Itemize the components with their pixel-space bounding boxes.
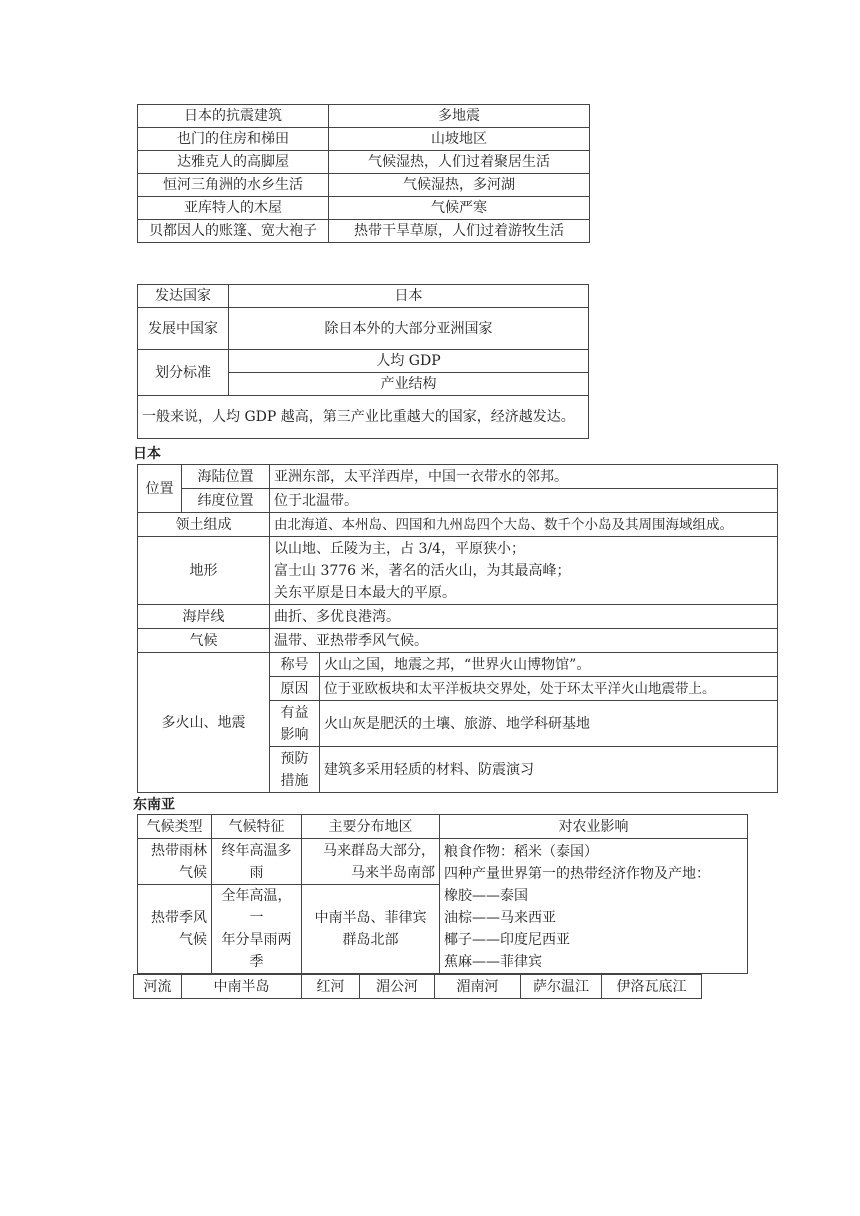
cause-label: 原因	[270, 677, 320, 701]
monsoon-area	[302, 885, 440, 974]
housing-reason: 山坡地区	[329, 128, 590, 151]
monsoon-feature-line: 全年高温，一	[221, 888, 292, 926]
terrain-line: 以山地、丘陵为主，占 3/4，平原狭小；	[274, 540, 525, 557]
monsoon-feature-line: 年分旱雨两	[221, 932, 292, 948]
housing-reason: 气候湿热，人们过着聚居生活	[329, 151, 590, 174]
benefit-label-line: 影响	[280, 726, 309, 743]
climate-label: 气候	[138, 629, 270, 653]
housing-reason: 多地震	[329, 105, 590, 128]
terrain-value	[270, 537, 778, 605]
rainforest-feature-line: 终年高温多	[221, 842, 292, 859]
agriculture-impact	[440, 839, 748, 974]
housing-name: 恒河三角洲的水乡生活	[138, 174, 329, 197]
developing-value: 除日本外的大部分亚洲国家	[229, 308, 589, 350]
rainforest-type-line: 热带雨林	[151, 842, 207, 859]
monsoon-area-line: 群岛北部	[342, 932, 399, 948]
housing-name: 也门的住房和梯田	[138, 128, 329, 151]
table-row	[138, 105, 590, 128]
japan-table	[137, 464, 778, 793]
agriculture-line: 四种产量世界第一的热带经济作物及产地：	[444, 866, 710, 882]
rainforest-area	[302, 839, 440, 885]
river-item: 红河	[302, 975, 360, 999]
table-row	[138, 128, 590, 151]
monsoon-type-line: 气候	[179, 932, 207, 948]
river-item: 伊洛瓦底江	[602, 975, 702, 999]
territory-label: 领土组成	[138, 513, 270, 537]
cause-value: 位于亚欧板块和太平洋板块交界处，处于环太平洋火山地震带上。	[320, 677, 778, 701]
table-row	[138, 220, 590, 243]
monsoon-feature-line: 季	[249, 954, 264, 970]
housing-reason: 热带干旱草原，人们过着游牧生活	[329, 220, 590, 243]
table-row	[138, 151, 590, 174]
prevention-value: 建筑多采用轻质的材料、防震演习	[320, 747, 778, 793]
sea-land-value: 亚洲东部，太平洋西岸，中国一衣带水的邻邦。	[270, 465, 778, 489]
terrain-line: 富士山 3776 米，著名的活火山，为其最高峰；	[274, 562, 571, 579]
terrain-label: 地形	[138, 537, 270, 605]
coast-value: 曲折、多优良港湾。	[270, 605, 778, 629]
benefit-label-line: 有益	[280, 704, 309, 721]
header-distribution: 主要分布地区	[302, 815, 440, 839]
header-agriculture: 对农业影响	[440, 815, 748, 839]
housing-name: 亚库特人的木屋	[138, 197, 329, 220]
terrain-line: 关东平原是日本最大的平原。	[274, 584, 456, 601]
development-conclusion: 一般来说，人均 GDP 越高，第三产业比重越大的国家，经济越发达。	[138, 396, 589, 439]
prevention-label-line: 预防	[280, 750, 309, 767]
table-row	[138, 174, 590, 197]
criteria-industry: 产业结构	[229, 373, 589, 396]
developed-value: 日本	[229, 285, 589, 308]
monsoon-type-line: 热带季风	[151, 910, 207, 926]
developed-label: 发达国家	[138, 285, 229, 308]
japan-heading: 日本	[133, 446, 161, 462]
developing-label: 发展中国家	[138, 308, 229, 350]
coast-label: 海岸线	[138, 605, 270, 629]
housing-reason: 气候严寒	[329, 197, 590, 220]
agriculture-line: 蕉麻——菲律宾	[444, 954, 542, 970]
housing-table	[137, 104, 590, 243]
criteria-label: 划分标准	[138, 350, 229, 396]
monsoon-type	[138, 885, 212, 974]
housing-name: 贝都因人的账篷、宽大袍子	[138, 220, 329, 243]
monsoon-feature	[212, 885, 302, 974]
agriculture-line: 粮食作物：稻米（泰国）	[444, 844, 598, 860]
rainforest-area-line: 马来半岛南部	[351, 864, 435, 881]
housing-reason: 气候湿热，多河湖	[329, 174, 590, 197]
title-label: 称号	[270, 653, 320, 677]
table-row	[138, 197, 590, 220]
criteria-gdp: 人均 GDP	[229, 350, 589, 373]
southeast-asia-heading: 东南亚	[133, 797, 175, 813]
latitude-value: 位于北温带。	[270, 489, 778, 513]
agriculture-line: 椰子——印度尼西亚	[444, 932, 570, 948]
latitude-label: 纬度位置	[182, 489, 270, 513]
prevention-label	[270, 747, 320, 793]
rainforest-type	[138, 839, 212, 885]
development-table	[137, 284, 589, 439]
title-value: 火山之国，地震之邦，“世界火山博物馆”。	[320, 653, 778, 677]
agriculture-line: 油棕——马来西亚	[444, 910, 556, 926]
rainforest-type-line: 气候	[179, 864, 207, 881]
agriculture-line: 橡胶——泰国	[444, 888, 528, 904]
header-climate-type: 气候类型	[138, 815, 212, 839]
river-item: 湄南河	[435, 975, 521, 999]
southeast-asia-table	[137, 814, 748, 974]
housing-name: 达雅克人的高脚屋	[138, 151, 329, 174]
river-item: 萨尔温江	[521, 975, 602, 999]
rainforest-feature	[212, 839, 302, 885]
monsoon-area-line: 中南半岛、菲律宾	[314, 910, 427, 926]
rivers-region: 中南半岛	[182, 975, 302, 999]
benefit-value: 火山灰是肥沃的土壤、旅游、地学科研基地	[320, 701, 778, 747]
rivers-label: 河流	[134, 975, 182, 999]
rainforest-feature-line: 雨	[249, 864, 264, 881]
housing-name: 日本的抗震建筑	[138, 105, 329, 128]
benefit-label	[270, 701, 320, 747]
rivers-table	[133, 974, 702, 999]
sea-land-label: 海陆位置	[182, 465, 270, 489]
territory-value: 由北海道、本州岛、四国和九州岛四个大岛、数千个小岛及其周围海域组成。	[270, 513, 778, 537]
climate-value: 温带、亚热带季风气候。	[270, 629, 778, 653]
volcano-label: 多火山、地震	[138, 653, 270, 793]
header-climate-feature: 气候特征	[212, 815, 302, 839]
rainforest-area-line: 马来群岛大部分，	[323, 842, 435, 859]
position-label: 位置	[138, 465, 182, 513]
river-item: 湄公河	[360, 975, 435, 999]
prevention-label-line: 措施	[280, 772, 309, 789]
